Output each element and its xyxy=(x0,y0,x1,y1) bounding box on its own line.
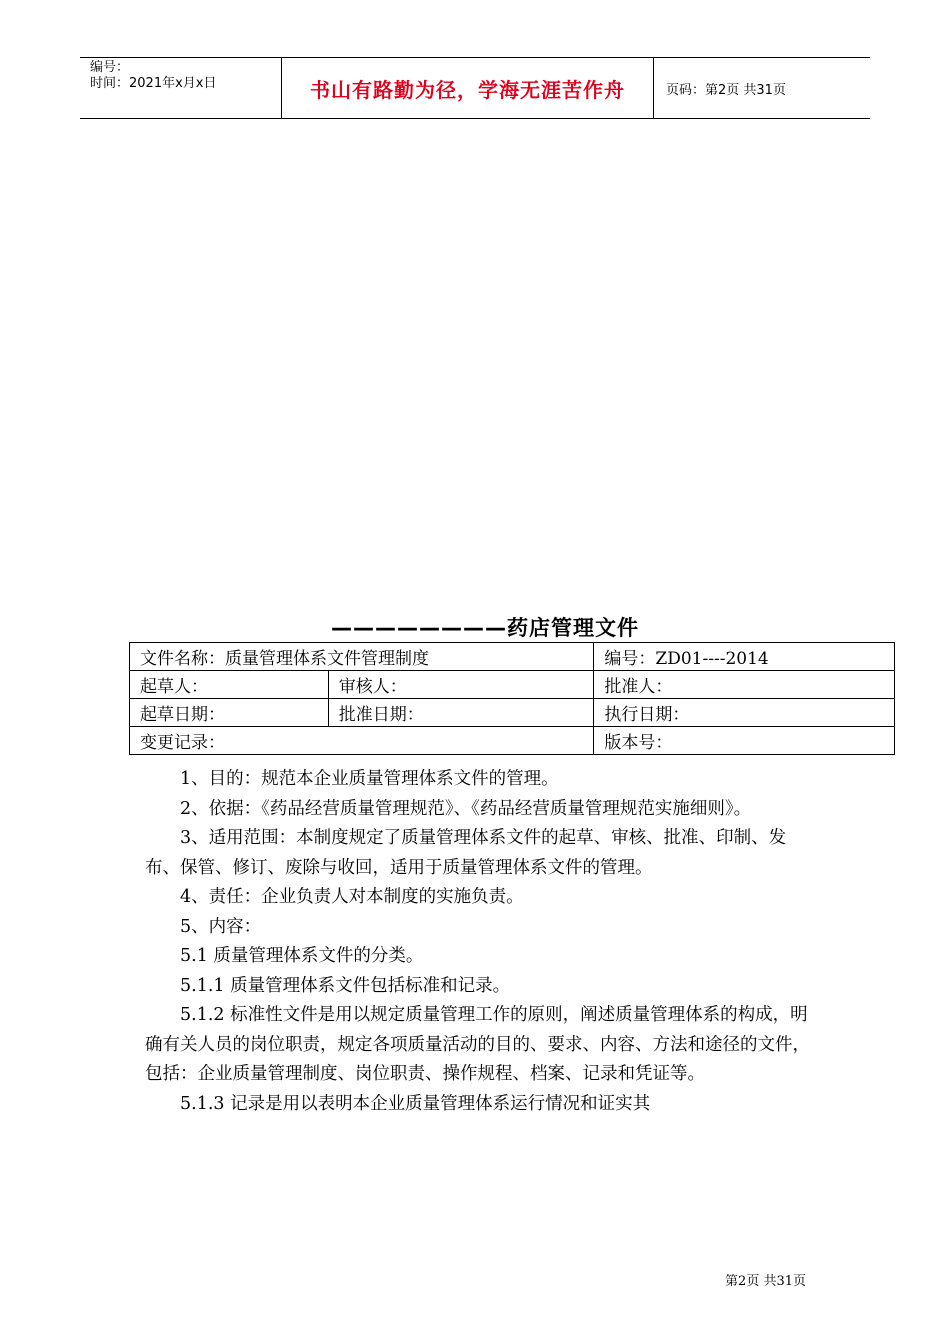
paragraph-purpose: 1、目的：规范本企业质量管理体系文件的管理。 xyxy=(180,769,559,789)
document-info-table xyxy=(129,642,895,755)
effective-date-cell: 执行日期： xyxy=(594,699,895,727)
paragraph-content: 5、内容： xyxy=(180,916,262,937)
document-body xyxy=(145,765,815,1119)
header-motto-text: 书山有路勤为径，学海无涯苦作舟 xyxy=(310,77,625,102)
header-motto xyxy=(282,58,654,118)
document-title: ————————药店管理文件 xyxy=(331,616,639,640)
approver-cell: 批准人： xyxy=(594,671,895,699)
paragraph-5-1-1: 5.1.1 质量管理体系文件包括标准和记录。 xyxy=(180,975,511,996)
file-name-cell: 文件名称：质量管理体系文件管理制度 xyxy=(130,643,594,671)
paragraph-scope: 3、适用范围：本制度规定了质量管理体系文件的起草、审核、批准、印制、发布、保管、修订、废除与收回，适用于质量管理体系文件的管理。 xyxy=(145,828,787,878)
paragraph-responsibility: 4、责任：企业负责人对本制度的实施负责。 xyxy=(180,887,524,907)
paragraph-basis: 2、依据：《药品经营质量管理规范》、《药品经营质量管理规范实施细则》。 xyxy=(180,798,752,819)
header-page-label: 页码：第2页 共31页 xyxy=(666,82,786,98)
version-cell: 版本号： xyxy=(594,727,895,755)
table-row xyxy=(130,727,895,755)
approve-date-cell: 批准日期： xyxy=(328,699,594,727)
paragraph-5-1-2: 5.1.2 标准性文件是用以规定质量管理工作的原则，阐述质量管理体系的构成，明确有关人员的岗位职责，规定各项质量活动的目的、要求、内容、方法和途径的文件，包括：企业质量管理制度、岗位职责、操作规程、档案、记录和凭证等。 xyxy=(145,1005,810,1084)
page-footer: 第2页 共31页 xyxy=(725,1274,806,1289)
header-page-info xyxy=(654,58,870,118)
header-number-label: 编号： xyxy=(90,60,130,75)
page-header xyxy=(80,57,870,119)
reviewer-cell: 审核人： xyxy=(328,671,594,699)
table-row xyxy=(130,699,895,727)
change-record-cell: 变更记录： xyxy=(130,727,594,755)
paragraph-5-1-3: 5.1.3 记录是用以表明本企业质量管理体系运行情况和证实其 xyxy=(180,1093,651,1114)
drafter-cell: 起草人： xyxy=(130,671,329,699)
header-meta xyxy=(80,58,282,118)
draft-date-cell: 起草日期： xyxy=(130,699,329,727)
paragraph-5-1: 5.1 质量管理体系文件的分类。 xyxy=(180,946,424,966)
code-cell: 编号：ZD01----2014 xyxy=(594,643,895,671)
header-time-label: 时间：2021年x月x日 xyxy=(90,76,217,91)
table-row xyxy=(130,643,895,671)
table-row xyxy=(130,671,895,699)
